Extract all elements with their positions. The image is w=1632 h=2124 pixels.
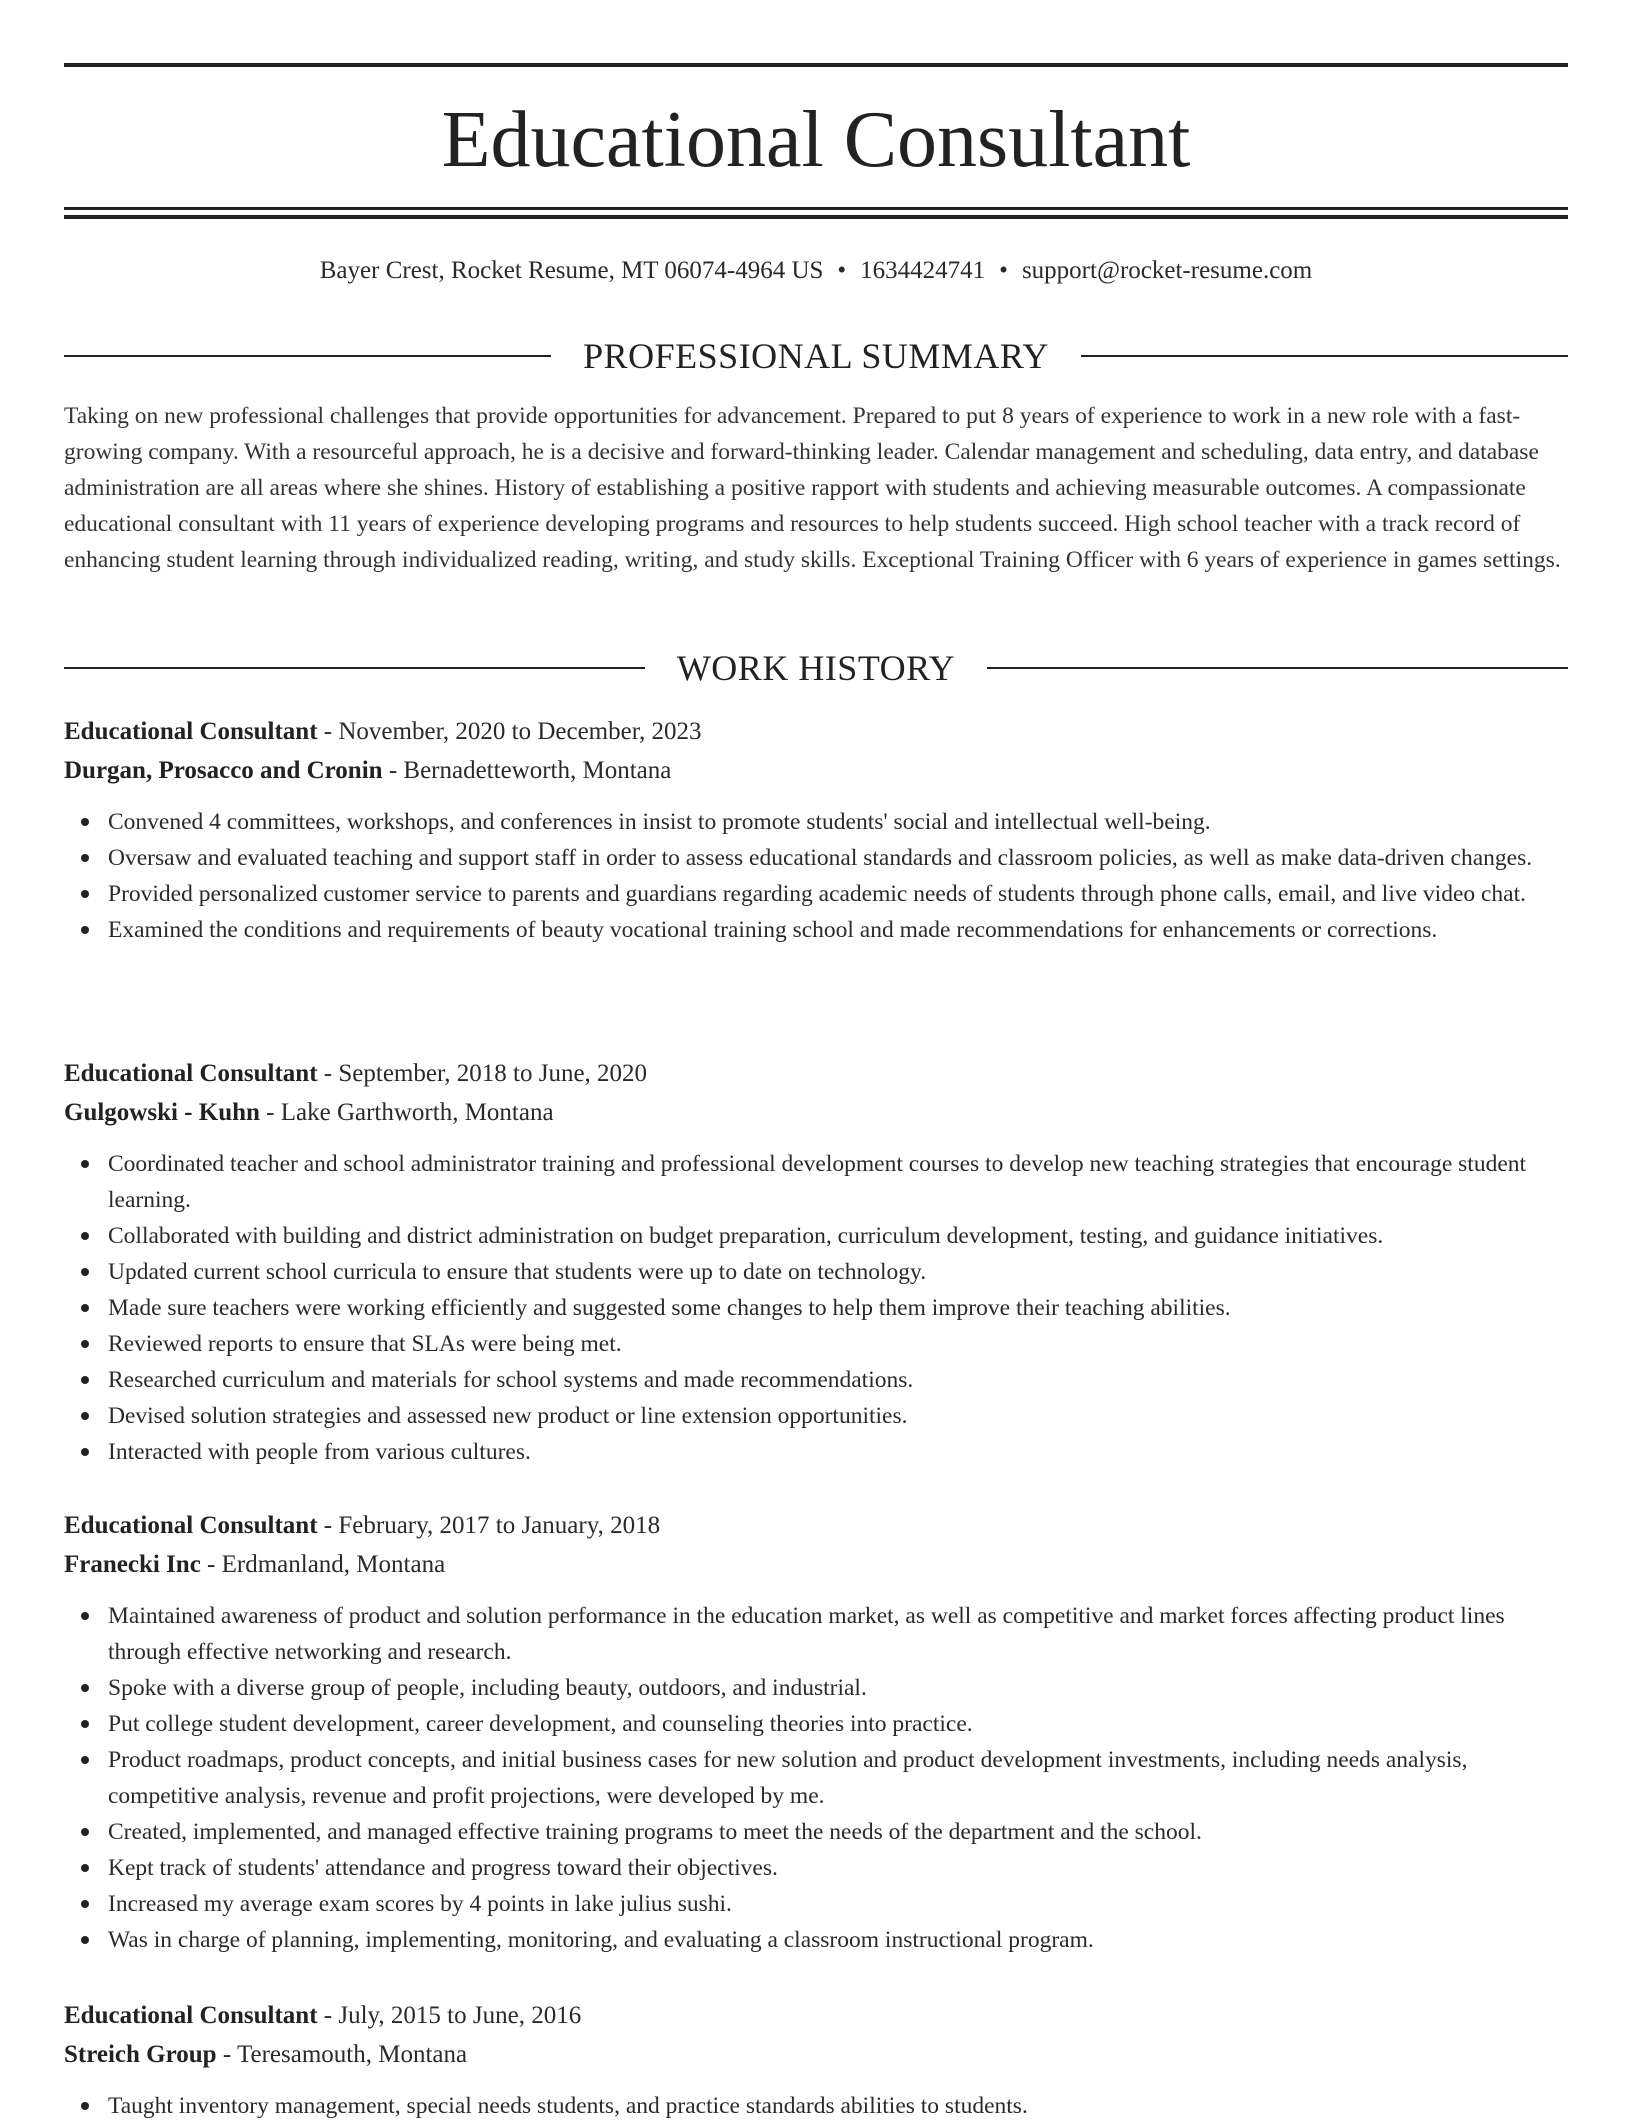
job-bullet: Researched curriculum and materials for school systems and made recommendations. bbox=[108, 1362, 1568, 1398]
job-bullet: Updated current school curricula to ensure that students were up to date on technology. bbox=[108, 1254, 1568, 1290]
job-bullet: Was in charge of planning, implementing, monitoring, and evaluating a classroom instructional program. bbox=[108, 1922, 1568, 1958]
job-entry bbox=[64, 712, 1568, 948]
job-bullet: Spoke with a diverse group of people, including beauty, outdoors, and industrial. bbox=[108, 1670, 1568, 1706]
job-title-line bbox=[64, 1054, 1568, 1093]
job-bullet: Taught inventory management, special needs students, and practice standards abilities to students. bbox=[108, 2088, 1568, 2124]
section-header-summary bbox=[64, 334, 1568, 378]
section-rule-left bbox=[64, 667, 645, 669]
job-bullets bbox=[64, 1146, 1568, 1470]
job-company-line bbox=[64, 1093, 1568, 1132]
job-company: Franecki Inc bbox=[64, 1551, 201, 1578]
section-rule-right bbox=[987, 667, 1568, 669]
contact-line bbox=[64, 254, 1568, 288]
job-bullet: Convened 4 committees, workshops, and conferences in insist to promote students' social and intellectual well-being. bbox=[108, 804, 1568, 840]
job-bullets bbox=[64, 804, 1568, 948]
job-bullet: Provided personalized customer service to parents and guardians regarding academic needs of students through phone calls, email, and live video chat. bbox=[108, 876, 1568, 912]
job-title-line bbox=[64, 1996, 1568, 2035]
job-bullet: Interacted with people from various cultures. bbox=[108, 1434, 1568, 1470]
section-title-work-history: WORK HISTORY bbox=[676, 648, 956, 688]
job-bullet: Created, implemented, and managed effective training programs to meet the needs of the department and the school. bbox=[108, 1814, 1568, 1850]
job-company-line bbox=[64, 1545, 1568, 1584]
job-title: Educational Consultant bbox=[64, 2002, 318, 2029]
job-bullet: Increased my average exam scores by 4 points in lake julius sushi. bbox=[108, 1886, 1568, 1922]
job-dates: - July, 2015 to June, 2016 bbox=[317, 2002, 582, 2029]
job-bullet: Oversaw and evaluated teaching and support staff in order to assess educational standards and classroom policies, as well as make data-driven changes. bbox=[108, 840, 1568, 876]
job-location: - Bernadetteworth, Montana bbox=[382, 757, 672, 784]
section-rule-right bbox=[1081, 355, 1568, 357]
title-rule-lower bbox=[64, 215, 1568, 219]
job-bullet: Product roadmaps, product concepts, and initial business cases for new solution and product development investments, including needs analysis, competitive analysis, revenue and profit projections, were developed by me. bbox=[108, 1742, 1568, 1814]
job-company-line bbox=[64, 2035, 1568, 2074]
summary-text: Taking on new professional challenges that provide opportunities for advancement. Prepared to put 8 years of experience to work in a new role with a fast-growing company. With a resourceful approach, he is a decisive and forward-thinking leader. Calendar management and scheduling, data entry, and database administration are all areas where she shines. History of establishing a positive rapport with students and achieving measurable outcomes. A compassionate educational consultant with 11 years of experience developing programs and resources to help students succeed. High school teacher with a track record of enhancing student learning through individualized reading, writing, and study skills. Exceptional Training Officer with 6 years of experience in games settings. bbox=[64, 403, 1561, 573]
job-bullet: Made sure teachers were working efficiently and suggested some changes to help them improve their teaching abilities. bbox=[108, 1290, 1568, 1326]
section-header-work-history bbox=[64, 646, 1568, 690]
job-location: - Erdmanland, Montana bbox=[200, 1551, 446, 1578]
job-bullets bbox=[64, 2088, 1568, 2124]
job-company: Durgan, Prosacco and Cronin bbox=[64, 757, 383, 784]
job-company: Streich Group bbox=[64, 2041, 217, 2068]
job-bullet: Coordinated teacher and school administrator training and professional development courses to develop new teaching strategies that encourage student learning. bbox=[108, 1146, 1568, 1218]
job-bullet: Examined the conditions and requirements of beauty vocational training school and made recommendations for enhancements or corrections. bbox=[108, 912, 1568, 948]
job-bullet: Reviewed reports to ensure that SLAs were being met. bbox=[108, 1326, 1568, 1362]
job-entry bbox=[64, 1054, 1568, 1470]
job-dates: - February, 2017 to January, 2018 bbox=[317, 1512, 661, 1539]
job-title: Educational Consultant bbox=[64, 718, 318, 745]
job-bullet: Kept track of students' attendance and progress toward their objectives. bbox=[108, 1850, 1568, 1886]
job-title-line bbox=[64, 1506, 1568, 1545]
job-company: Gulgowski - Kuhn bbox=[64, 1099, 260, 1126]
job-company-line bbox=[64, 751, 1568, 790]
job-location: - Teresamouth, Montana bbox=[216, 2041, 468, 2068]
job-dates: - September, 2018 to June, 2020 bbox=[317, 1060, 648, 1087]
contact-separator: • bbox=[837, 257, 847, 284]
title-rule-upper bbox=[64, 207, 1568, 210]
top-rule bbox=[64, 63, 1568, 67]
contact-phone: 1634424741 bbox=[860, 257, 986, 284]
job-title: Educational Consultant bbox=[64, 1060, 318, 1087]
job-bullet: Collaborated with building and district administration on budget preparation, curriculum development, testing, and guidance initiatives. bbox=[108, 1218, 1568, 1254]
job-bullets bbox=[64, 1598, 1568, 1958]
job-title: Educational Consultant bbox=[64, 1512, 318, 1539]
job-location: - Lake Garthworth, Montana bbox=[259, 1099, 554, 1126]
section-rule-left bbox=[64, 355, 551, 357]
section-title-summary: PROFESSIONAL SUMMARY bbox=[583, 336, 1049, 376]
job-entry bbox=[64, 1506, 1568, 1958]
resume-title: Educational Consultant bbox=[441, 96, 1191, 184]
job-dates: - November, 2020 to December, 2023 bbox=[317, 718, 702, 745]
job-title-line bbox=[64, 712, 1568, 751]
job-bullet: Put college student development, career development, and counseling theories into practice. bbox=[108, 1706, 1568, 1742]
contact-separator: • bbox=[999, 257, 1008, 284]
job-bullet: Maintained awareness of product and solution performance in the education market, as well as competitive and market forces affecting product lines through effective networking and research. bbox=[108, 1598, 1568, 1670]
job-entry bbox=[64, 1996, 1568, 2124]
contact-address: Bayer Crest, Rocket Resume, MT 06074-4964 US bbox=[319, 257, 824, 284]
contact-email: support@rocket-resume.com bbox=[1021, 257, 1313, 284]
job-bullet: Devised solution strategies and assessed new product or line extension opportunities. bbox=[108, 1398, 1568, 1434]
